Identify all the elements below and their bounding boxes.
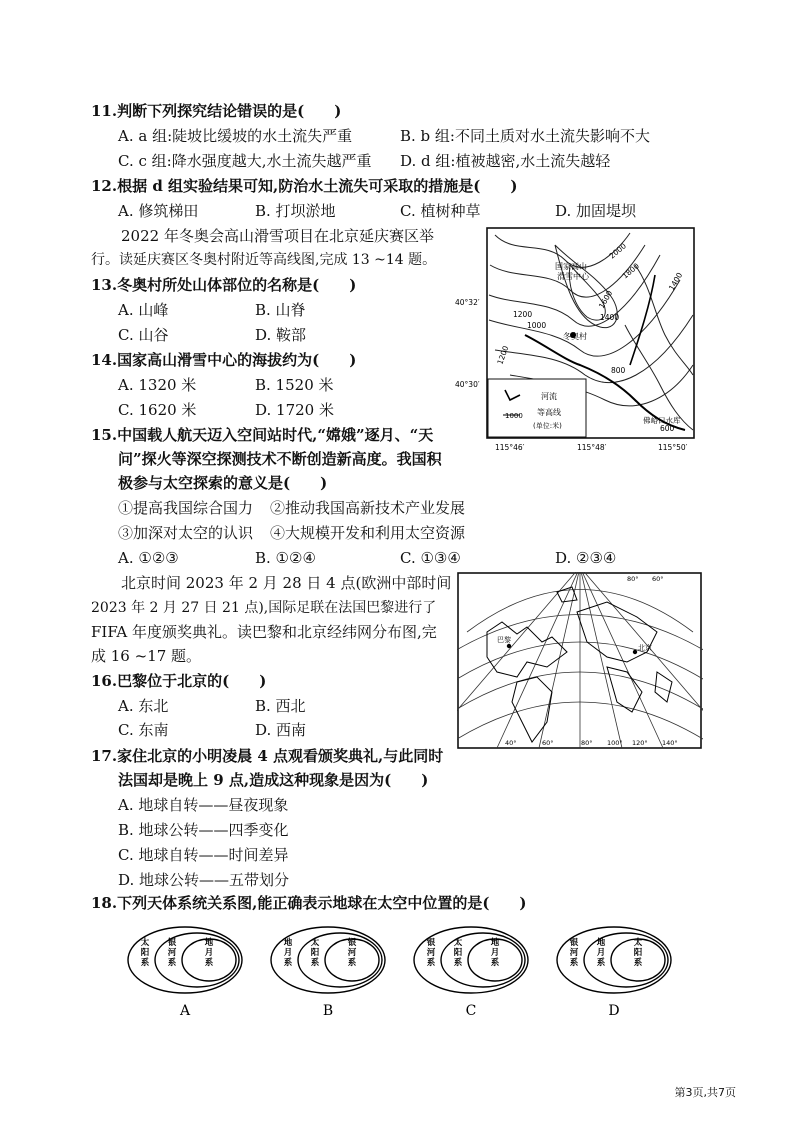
q16-option-d: D. 西南 [255,721,307,739]
label-paris: 巴黎 [497,636,511,644]
svg-text:60°: 60° [652,575,664,583]
q15-option-c: C. ①③④ [400,549,461,567]
q16-option-c: C. 东南 [118,721,169,739]
q16-stem: 16.巴黎位于北京的( ) [91,672,267,690]
q15-option-a: A. ①②③ [118,549,179,567]
svg-text:120°: 120° [632,739,648,747]
intro-16-line-1: 北京时间 2023 年 2 月 28 日 4 点(欧洲中部时间 [121,574,452,592]
q11-stem: 11.判断下列探究结论错误的是( ) [91,102,342,120]
svg-text:1600: 1600 [596,288,615,310]
svg-text:(单位:米): (单位:米) [533,422,562,430]
diagram-a [128,927,242,1019]
q15-statement-4: ④大规模开发和利用太空资源 [270,524,466,542]
svg-text:80°: 80° [581,739,593,747]
label-beijing: 北京 [638,644,652,652]
q18-stem: 18.下列天体系统关系图,能正确表示地球在太空中位置的是( ) [91,894,527,912]
q11-option-c: C. c 组:降水强度越大,水土流失越严重 [118,152,372,170]
contour-map [455,225,700,455]
q17-option-b: B. 地球公转——四季变化 [118,821,289,839]
svg-text:1800: 1800 [620,261,641,281]
svg-text:80°: 80° [627,575,639,583]
svg-text:800: 800 [611,366,626,375]
q12-option-d: D. 加固堤坝 [555,202,637,220]
q14-option-c: C. 1620 米 [118,401,197,419]
svg-text:1000: 1000 [527,321,547,330]
diagram-inner-label: 太阳系 [633,938,643,968]
q13-option-a: A. 山峰 [118,301,169,319]
q13-option-d: D. 鞍部 [255,326,307,344]
diagram-letter: C [465,1003,477,1019]
q15-stem-line-1: 15.中国载人航天迈入空间站时代,“嫦娥”逐月、“天 [91,426,434,444]
svg-text:河流: 河流 [541,392,557,401]
diagram-middle-label: 地月系 [596,938,606,968]
diagram-middle-label: 银河系 [167,938,177,968]
diagram-inner-label: 银河系 [347,938,357,968]
page-footer: 第3页,共7页 [674,1086,736,1099]
svg-text:1000: 1000 [505,412,523,420]
q12-option-b: B. 打坝淤地 [255,202,336,220]
label-winter-village: 冬奥村 [563,332,587,341]
q12-stem: 12.根据 d 组实验结果可知,防治水土流失可采取的措施是( ) [91,177,518,195]
diagram-outer-label: 银河系 [569,938,579,968]
diagram-inner-label: 地月系 [204,938,214,968]
label-reservoir: 佛峪口水库 [643,416,681,425]
diagram-outer-label: 太阳系 [140,938,150,968]
q15-stem-line-3: 极参与太空探索的意义是( ) [118,474,328,492]
diagram-outer-label: 银河系 [426,938,436,968]
svg-text:600: 600 [660,424,675,433]
q14-option-d: D. 1720 米 [255,401,334,419]
q15-statement-1: ①提高我国综合国力 [118,499,254,517]
q12-option-c: C. 植树种草 [400,202,481,220]
diagram-letter: A [179,1003,191,1019]
q12-option-a: A. 修筑梯田 [118,202,199,220]
svg-text:60°: 60° [542,739,554,747]
diagram-c [414,927,528,1019]
q11-option-a: A. a 组:陡坡比缓坡的水土流失严重 [118,127,353,145]
q13-option-b: B. 山脊 [255,301,306,319]
svg-text:40°: 40° [505,739,517,747]
svg-text:1400: 1400 [600,313,620,322]
q17-stem-line-2: 法国却是晚上 9 点,造成这种现象是因为( ) [118,771,429,789]
q15-option-d: D. ②③④ [555,549,617,567]
diagram-b [271,927,385,1019]
diagram-middle-label: 太阳系 [453,938,463,968]
q15-statement-3: ③加深对太空的认识 [118,524,254,542]
svg-text:1200: 1200 [513,310,533,319]
intro-13-line-2: 行。读延庆赛区冬奥村附近等高线图,完成 13 ~14 题。 [91,252,437,268]
q11-option-b: B. b 组:不同土质对水土流失影响不大 [400,127,650,145]
celestial-system-diagrams [125,925,705,1030]
diagram-inner-label: 地月系 [490,938,500,968]
diagram-letter: D [608,1003,620,1019]
diagram-outer-label: 地月系 [283,938,293,968]
svg-text:115°50′: 115°50′ [658,443,688,452]
diagram-middle-label: 太阳系 [310,938,320,968]
svg-text:等高线: 等高线 [537,408,561,417]
svg-text:2000: 2000 [607,241,628,261]
svg-text:滑雪中心: 滑雪中心 [557,272,589,281]
svg-text:115°46′: 115°46′ [495,443,525,452]
diagram-d [557,927,671,1019]
q14-option-b: B. 1520 米 [255,376,334,394]
q14-stem: 14.国家高山滑雪中心的海拔约为( ) [91,351,357,369]
map-legend [488,379,586,437]
q17-stem-line-1: 17.家住北京的小明凌晨 4 点观看颁奖典礼,与此同时 [91,747,444,765]
q17-option-a: A. 地球自转——昼夜现象 [118,796,289,814]
svg-text:1200: 1200 [495,344,511,366]
svg-text:140°: 140° [662,739,678,747]
q15-stem-line-2: 问”探火等深空探测技术不断创造新高度。我国积 [118,450,442,468]
q14-option-a: A. 1320 米 [118,376,197,394]
q17-option-c: C. 地球自转——时间差异 [118,846,289,864]
intro-16-line-4: 成 16 ~17 题。 [91,647,202,665]
intro-16-line-3: FIFA 年度颁奖典礼。读巴黎和北京经纬网分布图,完 [91,623,437,641]
q15-option-b: B. ①②④ [255,549,316,567]
q16-option-a: A. 东北 [118,697,169,715]
q15-statement-2: ②推动我国高新技术产业发展 [270,499,466,517]
label-alpine-center: 国家高山 [555,262,587,271]
q17-option-d: D. 地球公转——五带划分 [118,871,290,889]
svg-text:40°30′: 40°30′ [455,380,480,389]
svg-text:40°32′: 40°32′ [455,298,480,307]
q13-option-c: C. 山谷 [118,326,169,344]
diagram-letter: B [322,1003,334,1019]
graticule-map [457,572,703,750]
svg-text:115°48′: 115°48′ [577,443,607,452]
q16-option-b: B. 西北 [255,697,306,715]
intro-16-line-2: 2023 年 2 月 27 日 21 点),国际足联在法国巴黎进行了 [91,600,437,616]
svg-text:100°: 100° [607,739,623,747]
intro-13-line-1: 2022 年冬奥会高山滑雪项目在北京延庆赛区举 [121,227,434,245]
svg-text:1400: 1400 [666,270,685,292]
q11-option-d: D. d 组:植被越密,水土流失越轻 [400,152,611,170]
q13-stem: 13.冬奥村所处山体部位的名称是( ) [91,276,357,294]
